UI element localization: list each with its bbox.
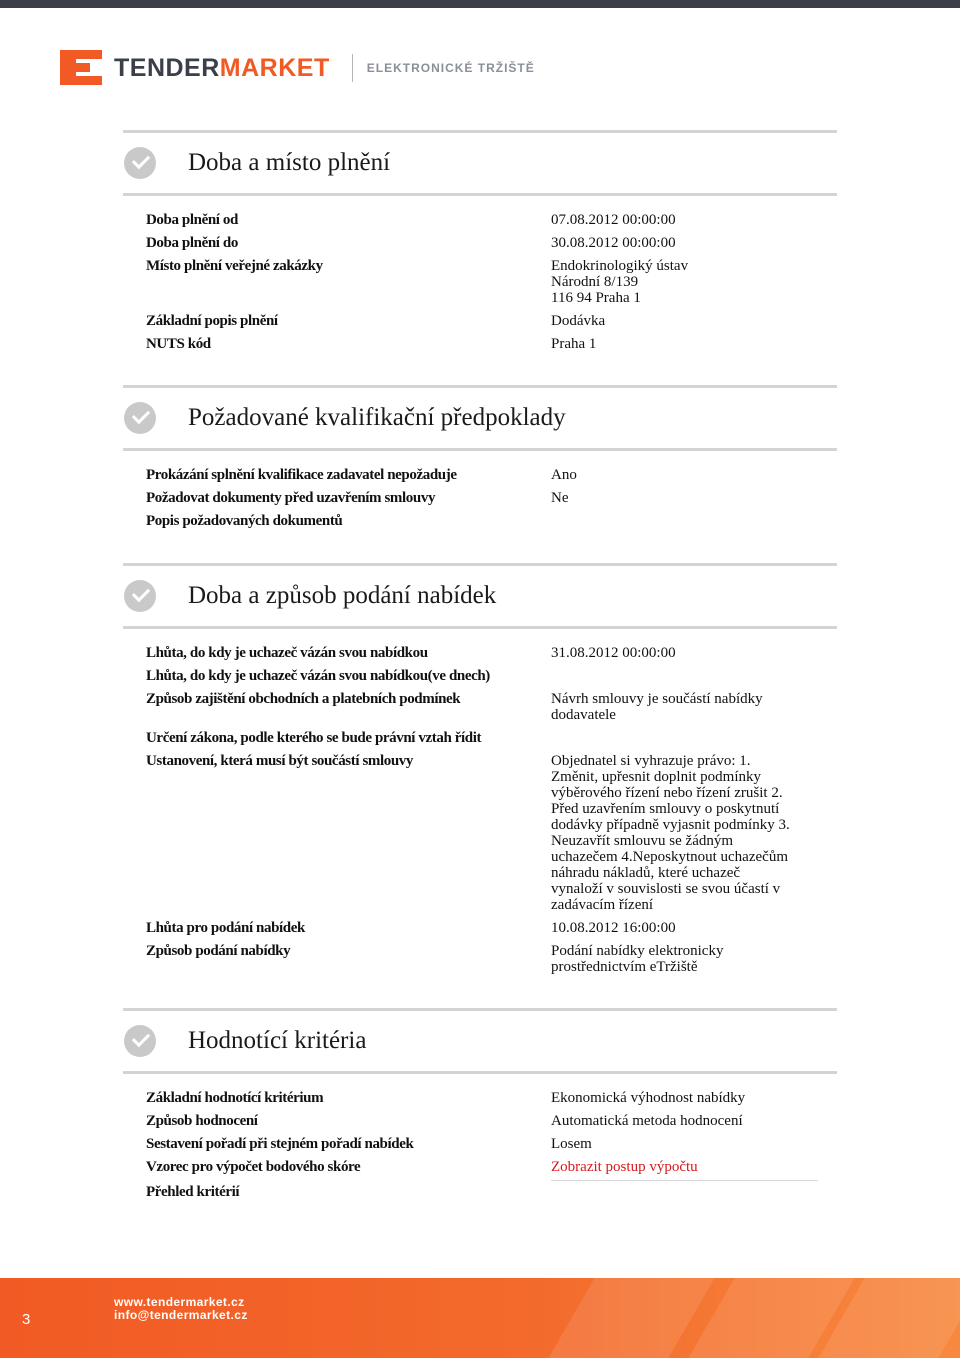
detail-row xyxy=(146,513,818,536)
logo-mark-icon xyxy=(60,50,102,86)
row-label: Sestavení pořadí při stejném pořadí nabídek xyxy=(146,1136,414,1152)
tendermarket-logo xyxy=(60,50,535,86)
value-line: Změnit, upřesnit doplnit podmínky xyxy=(551,769,761,785)
row-value: 07.08.2012 00:00:00 xyxy=(551,212,676,228)
row-label: Určení zákona, podle kterého se bude právní vztah řídit xyxy=(146,730,482,746)
value-line: Endokrinologiký ústav xyxy=(551,258,689,274)
value-line: Podání nabídky elektronicky xyxy=(551,943,724,959)
value-line: uchazečem 4.Neposkytnout uchazečům xyxy=(551,849,788,865)
detail-row xyxy=(146,943,818,982)
row-label: NUTS kód xyxy=(146,336,211,352)
detail-row xyxy=(146,467,818,490)
value-line: 116 94 Praha 1 xyxy=(551,290,641,306)
logo-tagline: ELEKTRONICKÉ TRŽIŠTĚ xyxy=(366,61,535,75)
detail-row xyxy=(146,1184,818,1207)
value-line: Neuzavřít smlouvu se žádným xyxy=(551,833,734,849)
value-line: prostřednictvím eTržiště xyxy=(551,959,698,975)
section-rows xyxy=(146,212,818,359)
logo-word-tender: TENDER xyxy=(114,53,220,82)
row-label: Doba plnění od xyxy=(146,212,238,228)
detail-row xyxy=(146,920,818,943)
check-circle-icon xyxy=(124,1025,156,1057)
detail-row xyxy=(146,1136,818,1159)
row-label: Lhůta, do kdy je uchazeč vázán svou nabídkou xyxy=(146,645,428,661)
section-header xyxy=(123,566,837,626)
detail-row xyxy=(146,235,818,258)
row-value xyxy=(551,258,818,313)
row-value: 10.08.2012 16:00:00 xyxy=(551,920,676,936)
check-circle-icon xyxy=(124,580,156,612)
value-line: Návrh smlouvy je součástí nabídky xyxy=(551,691,763,707)
row-value xyxy=(551,943,818,982)
row-value xyxy=(551,691,818,730)
detail-row xyxy=(146,1090,818,1113)
detail-row xyxy=(146,645,818,668)
section-header xyxy=(123,133,837,193)
row-label: Základní popis plnění xyxy=(146,313,278,329)
page-number: 3 xyxy=(22,1311,31,1328)
logo-wordmark xyxy=(114,54,330,83)
row-label: Požadovat dokumenty před uzavřením smlouvy xyxy=(146,490,436,506)
row-label: Způsob zajištění obchodních a platebních podmínek xyxy=(146,691,461,707)
section-hodnotici-kriteria xyxy=(123,1008,837,1207)
row-value: Ekonomická výhodnost nabídky xyxy=(551,1090,746,1106)
row-label: Ustanovení, která musí být součástí smlouvy xyxy=(146,753,413,769)
row-label: Popis požadovaných dokumentů xyxy=(146,513,343,529)
row-label: Způsob hodnocení xyxy=(146,1113,258,1129)
row-value: Ne xyxy=(551,490,569,506)
value-line: Objednatel si vyhrazuje právo: 1. xyxy=(551,753,751,769)
detail-row xyxy=(146,490,818,513)
row-label: Způsob podání nabídky xyxy=(146,943,291,959)
row-value xyxy=(551,753,818,920)
row-value: 30.08.2012 00:00:00 xyxy=(551,235,676,251)
section-title: Doba a způsob podání nabídek xyxy=(188,582,497,609)
website-link[interactable]: www.tendermarket.cz xyxy=(114,1295,245,1309)
detail-row xyxy=(146,753,818,920)
check-circle-icon xyxy=(124,402,156,434)
row-value: Ano xyxy=(551,467,577,483)
value-line: dodavatele xyxy=(551,707,616,723)
email-link[interactable]: info@tendermarket.cz xyxy=(114,1308,248,1322)
row-value: 31.08.2012 00:00:00 xyxy=(551,645,676,661)
value-line: zadávacím řízení xyxy=(551,897,654,913)
top-strip xyxy=(0,0,960,8)
section-header xyxy=(123,388,837,448)
detail-row xyxy=(146,336,818,359)
row-value: Dodávka xyxy=(551,313,606,329)
value-line: vynaloží v souvislosti se svou účastí v xyxy=(551,881,781,897)
section-bottom-rule xyxy=(123,448,837,451)
value-line: náhradu nákladů, které uchazeč xyxy=(551,865,741,881)
show-calculation-link[interactable]: Zobrazit postup výpočtu xyxy=(551,1159,818,1181)
row-label: Základní hodnotící kritérium xyxy=(146,1090,324,1106)
row-value xyxy=(551,513,818,536)
row-value xyxy=(551,730,818,753)
row-label: Lhůta pro podání nabídek xyxy=(146,920,305,936)
section-doba-a-misto-plneni xyxy=(123,130,837,359)
check-circle-icon xyxy=(124,147,156,179)
section-doba-a-zpusob-podani-nabidek xyxy=(123,563,837,982)
section-rows xyxy=(146,1090,818,1207)
value-line: výběrového řízení nebo řízení zrušit 2. xyxy=(551,785,783,801)
section-bottom-rule xyxy=(123,193,837,196)
row-value xyxy=(551,668,818,691)
section-rows xyxy=(146,645,818,982)
detail-row xyxy=(146,258,818,313)
row-value: Losem xyxy=(551,1136,592,1152)
detail-row xyxy=(146,1159,818,1184)
page-footer xyxy=(0,1278,960,1358)
section-title: Hodnotící kritéria xyxy=(188,1027,367,1054)
value-line: dodávky případně vyjasnit podmínky 3. xyxy=(551,817,790,833)
row-label: Prokázání splnění kvalifikace zadavatel nepožaduje xyxy=(146,467,457,483)
row-label: Vzorec pro výpočet bodového skóre xyxy=(146,1159,361,1175)
section-bottom-rule xyxy=(123,1071,837,1074)
detail-row xyxy=(146,668,818,691)
section-pozadovane-kvalifikacni-predpoklady xyxy=(123,385,837,536)
detail-row xyxy=(146,212,818,235)
detail-row xyxy=(146,313,818,336)
section-bottom-rule xyxy=(123,626,837,629)
row-value: Automatická metoda hodnocení xyxy=(551,1113,743,1129)
row-label: Místo plnění veřejné zakázky xyxy=(146,258,323,274)
detail-row xyxy=(146,691,818,730)
section-title: Požadované kvalifikační předpoklady xyxy=(188,404,566,431)
row-label: Přehled kritérií xyxy=(146,1184,240,1200)
logo-word-market: MARKET xyxy=(219,53,330,82)
section-header xyxy=(123,1011,837,1071)
value-line: Národní 8/139 xyxy=(551,274,639,290)
row-value: Praha 1 xyxy=(551,336,597,352)
row-label: Doba plnění do xyxy=(146,235,238,251)
value-line: Před uzavřením smlouvy o poskytnutí xyxy=(551,801,780,817)
logo-divider xyxy=(352,54,353,82)
row-label: Lhůta, do kdy je uchazeč vázán svou nabídkou(ve dnech) xyxy=(146,668,490,684)
detail-row xyxy=(146,1113,818,1136)
row-value xyxy=(551,1184,818,1207)
footer-contacts xyxy=(114,1296,248,1322)
section-rows xyxy=(146,467,818,536)
detail-row xyxy=(146,730,818,753)
section-title: Doba a místo plnění xyxy=(188,149,391,176)
